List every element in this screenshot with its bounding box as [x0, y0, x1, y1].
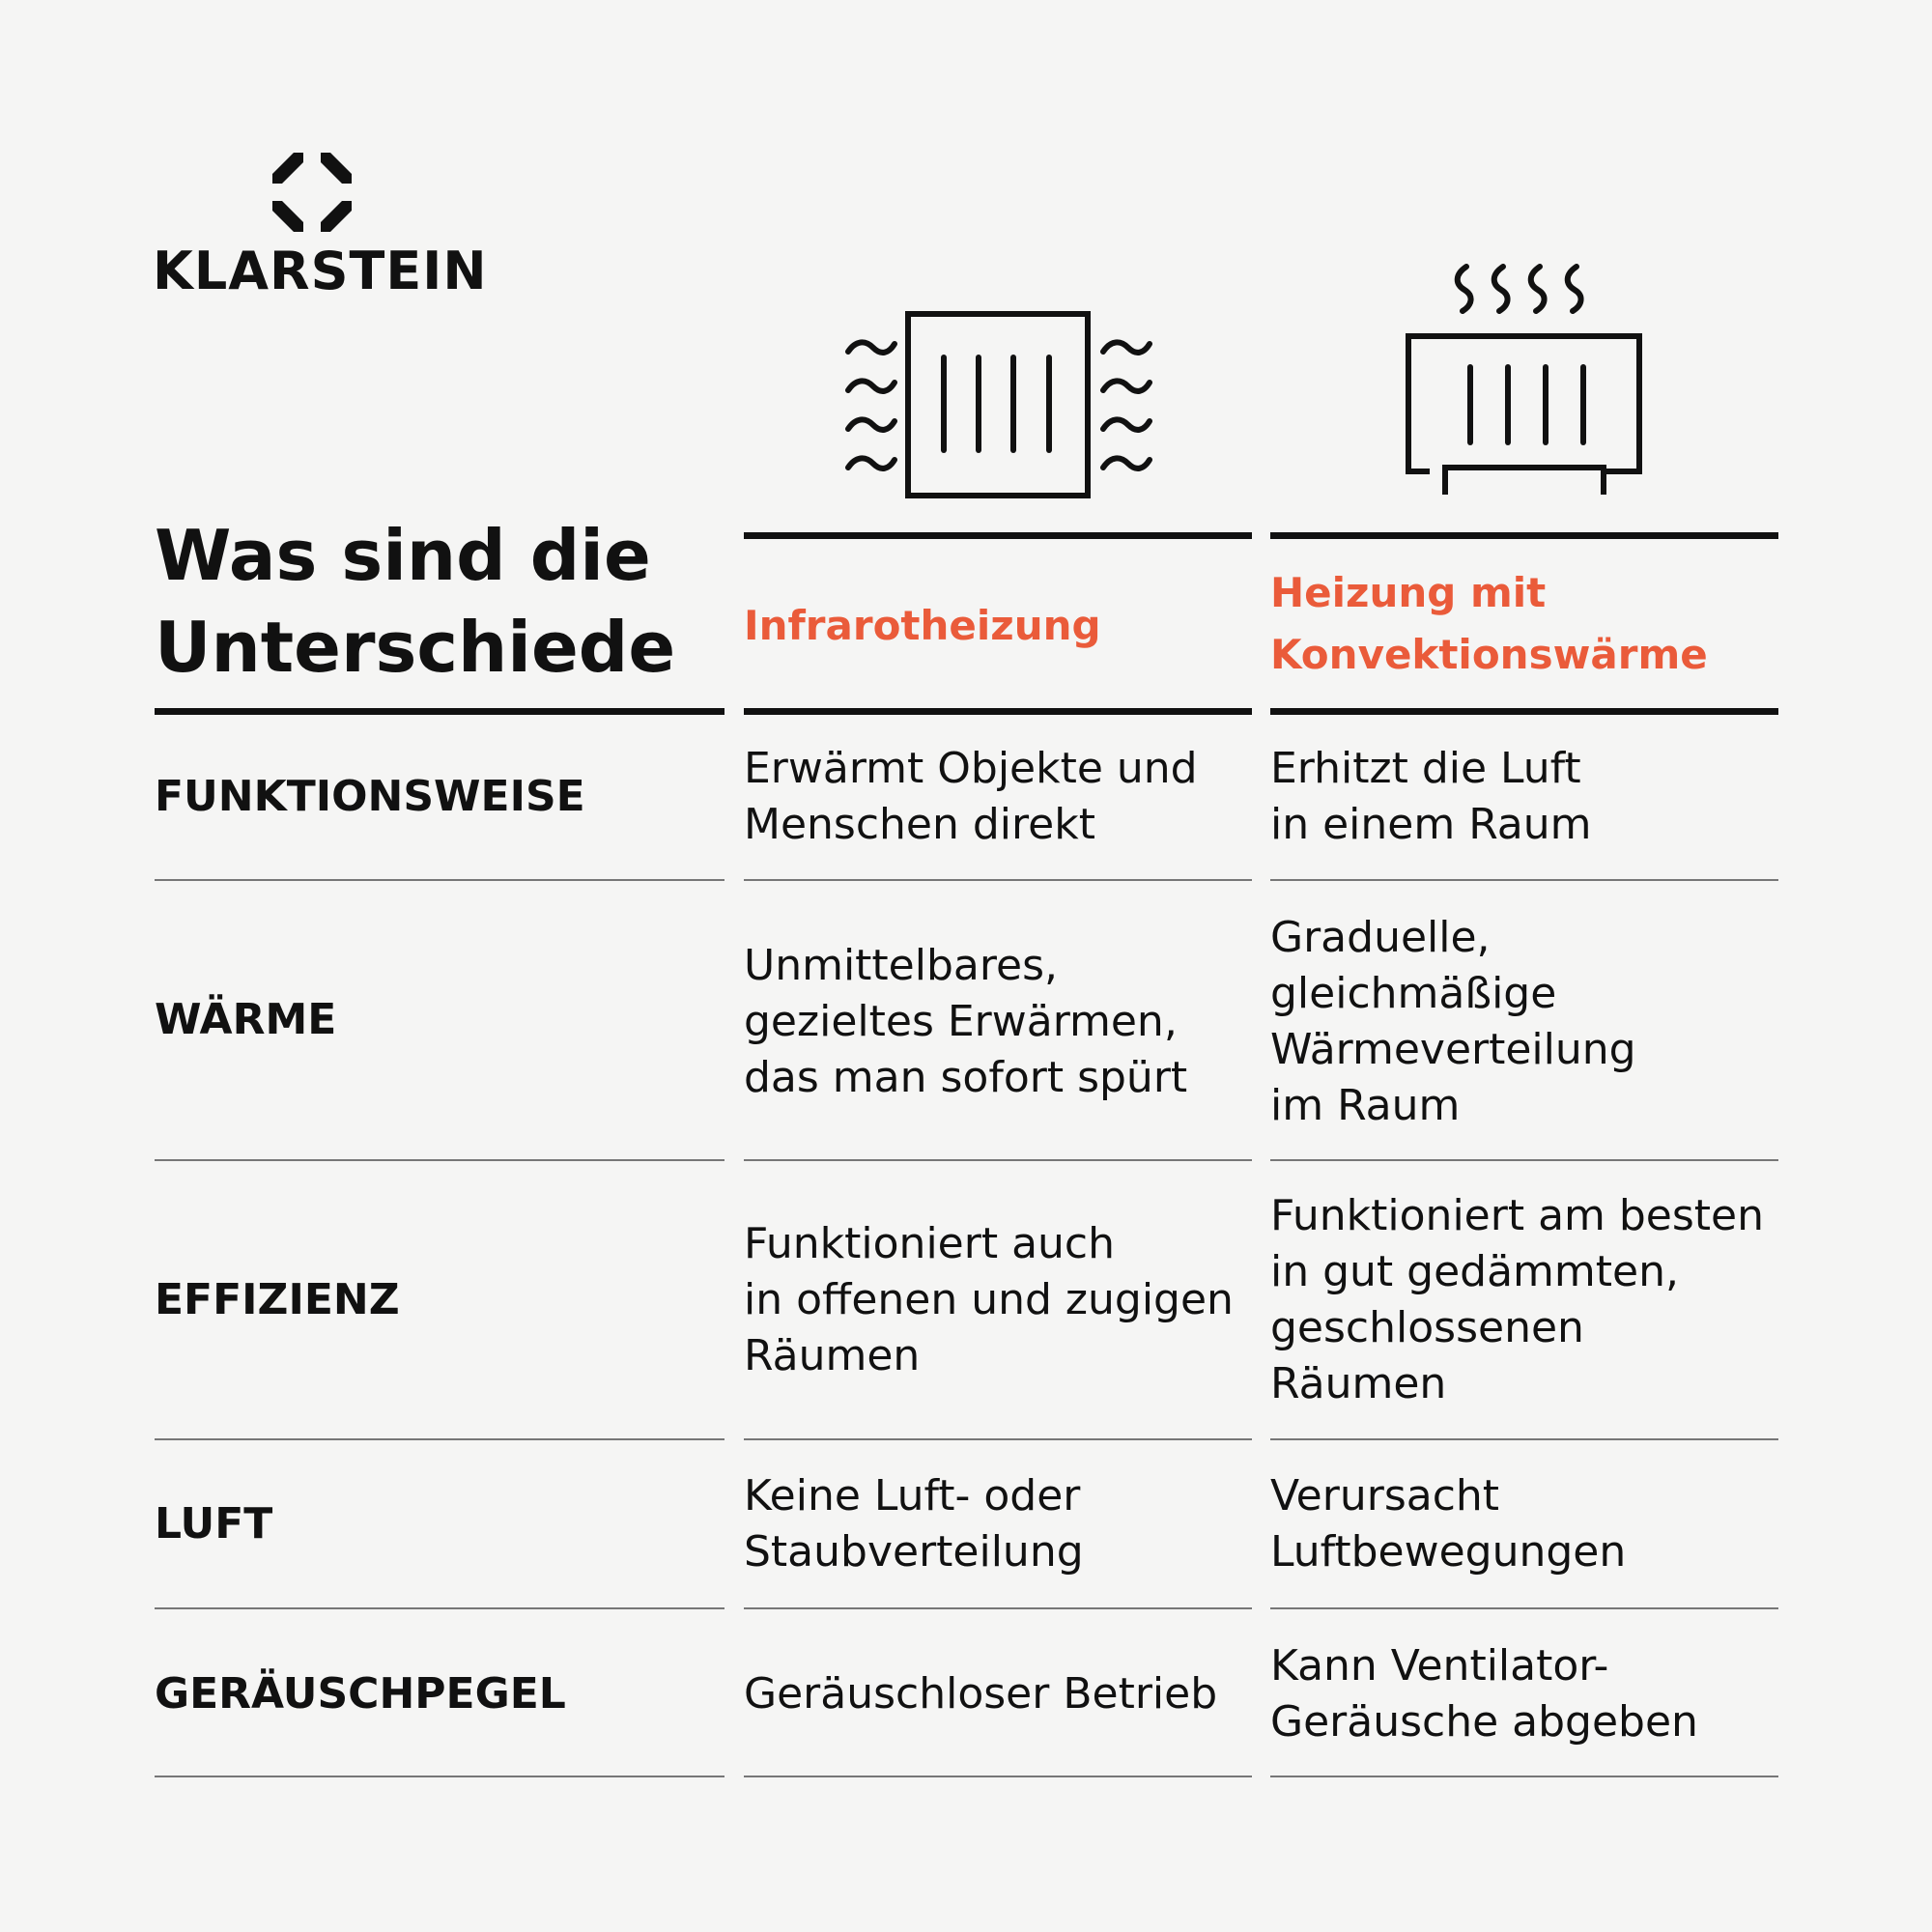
row-label-waerme: WÄRME	[155, 995, 337, 1044]
row-label-luft: LUFT	[155, 1499, 273, 1548]
text-line: Graduelle,	[1270, 913, 1491, 962]
text-line: Erhitzt die Luft	[1270, 744, 1581, 793]
text-line: Räumen	[744, 1331, 921, 1380]
text-line: Räumen	[1270, 1359, 1447, 1408]
row-divider	[1270, 1607, 1778, 1609]
column-title-infrared	[744, 595, 1246, 657]
text-line: das man sofort spürt	[744, 1053, 1188, 1102]
text-line: Funktioniert auch	[744, 1219, 1115, 1268]
row-divider	[1270, 879, 1778, 881]
header-bottom-rule-convection	[1270, 708, 1778, 715]
column-title-convection	[1270, 562, 1773, 686]
text-line: Geräuschloser Betrieb	[744, 1669, 1218, 1719]
row-divider	[155, 1776, 724, 1777]
cell-infrared-funktionsweise	[744, 741, 1246, 853]
row-label-geraeuschpegel: GERÄUSCHPEGEL	[155, 1669, 566, 1719]
text-line: Verursacht	[1270, 1471, 1500, 1520]
cell-convection-waerme	[1270, 910, 1773, 1134]
text-line: in gut gedämmten,	[1270, 1247, 1679, 1296]
row-divider	[744, 1159, 1252, 1161]
text-line: im Raum	[1270, 1081, 1461, 1130]
row-divider	[1270, 1159, 1778, 1161]
text-line: Erwärmt Objekte und	[744, 744, 1198, 793]
text-line: Menschen direkt	[744, 800, 1095, 849]
column-title-convection-line-2: Konvektionswärme	[1270, 631, 1708, 678]
text-line: gezieltes Erwärmen,	[744, 997, 1178, 1046]
header-bottom-rule-infrared	[744, 708, 1252, 715]
text-line: Keine Luft- oder	[744, 1471, 1081, 1520]
cell-convection-funktionsweise	[1270, 741, 1773, 853]
text-line: Funktioniert am besten	[1270, 1191, 1765, 1240]
text-line: Wärmeverteilung	[1270, 1025, 1636, 1074]
column-title-convection-line-1: Heizung mit	[1270, 569, 1547, 616]
column-header-top-rule-2	[1270, 532, 1778, 539]
column-header-top-rule-1	[744, 532, 1252, 539]
row-divider	[744, 1607, 1252, 1609]
cell-infrared-waerme	[744, 938, 1246, 1106]
row-divider	[155, 879, 724, 881]
row-label-effizienz: EFFIZIENZ	[155, 1275, 400, 1324]
row-divider	[1270, 1776, 1778, 1777]
text-line: in offenen und zugigen	[744, 1275, 1234, 1324]
text-line: Luftbewegungen	[1270, 1527, 1627, 1577]
header-bottom-rule-label	[155, 708, 724, 715]
text-line: in einem Raum	[1270, 800, 1592, 849]
infrared-panel-heater-icon	[840, 307, 1159, 500]
column-title-infrared-line-1: Infrarotheizung	[744, 602, 1101, 649]
cell-infrared-geraeuschpegel	[744, 1666, 1246, 1722]
row-divider	[744, 1776, 1252, 1777]
row-divider	[155, 1607, 724, 1609]
text-line: gleichmäßige	[1270, 969, 1557, 1018]
cell-convection-geraeuschpegel	[1270, 1638, 1773, 1750]
row-divider	[1270, 1438, 1778, 1440]
text-line: Kann Ventilator-	[1270, 1641, 1609, 1690]
convection-heater-icon	[1401, 259, 1652, 500]
page-title-line-2: Unterschiede	[155, 607, 676, 688]
text-line: Staubverteilung	[744, 1527, 1084, 1577]
brand-name: KLARSTEIN	[153, 241, 488, 301]
text-line: Geräusche abgeben	[1270, 1697, 1698, 1747]
cell-convection-luft	[1270, 1468, 1773, 1580]
row-label-funktionsweise: FUNKTIONSWEISE	[155, 772, 585, 821]
text-line: geschlossenen	[1270, 1303, 1584, 1352]
row-divider	[155, 1159, 724, 1161]
cell-infrared-luft	[744, 1468, 1246, 1580]
page-title	[155, 510, 734, 694]
row-divider	[155, 1438, 724, 1440]
page-title-line-1: Was sind die	[155, 515, 651, 596]
text-line: Unmittelbares,	[744, 941, 1058, 990]
cell-convection-effizienz	[1270, 1188, 1773, 1412]
klarstein-logo-mark-icon	[272, 153, 352, 232]
row-divider	[744, 879, 1252, 881]
cell-infrared-effizienz	[744, 1216, 1246, 1384]
row-divider	[744, 1438, 1252, 1440]
